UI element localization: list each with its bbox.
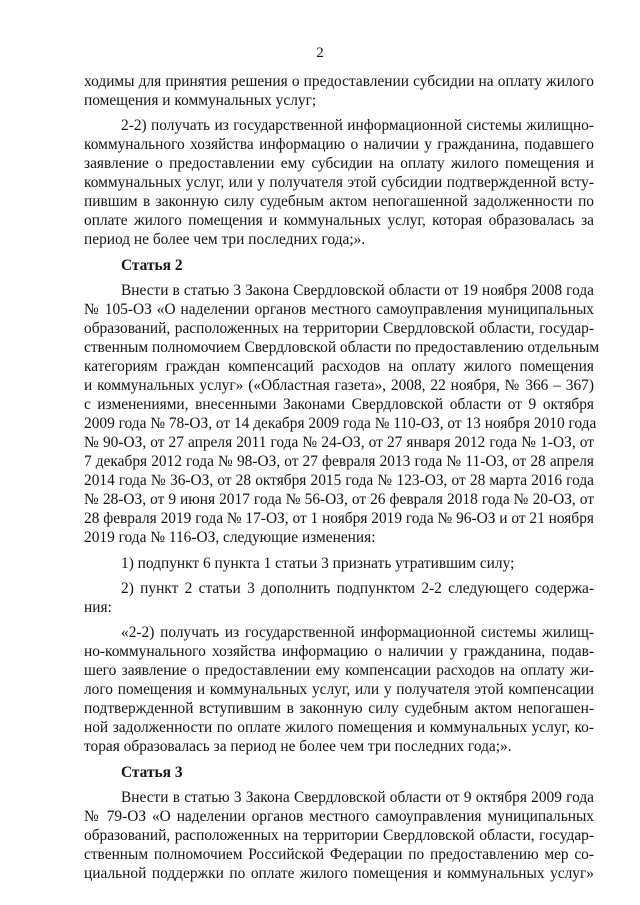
text-line: 1) подпункт 6 пункта 1 статьи 3 признать утратившим силу; <box>121 554 515 572</box>
text-line: шего заявление о предоставлении ему компенсации расходов на оплату жи- <box>84 662 594 680</box>
page-number: 2 <box>316 45 324 61</box>
text-line: лого помещения и коммунальных услуг, или у получателя этой компенсации <box>84 681 594 699</box>
text-line: коммунальных услуг, или у получателя этой субсидии подтвержденной всту- <box>84 174 594 192</box>
text-line: Внести в статью 3 Закона Свердловской области от 9 октября 2009 года <box>121 788 594 806</box>
text-line: с изменениями, внесенными Законами Свердловской области от 9 октября <box>84 396 594 414</box>
text-line: коммунального хозяйства информацию о наличии у гражданина, подавшего <box>84 136 594 154</box>
text-line: № 90-ОЗ, от 27 апреля 2011 года № 24-ОЗ, от 27 января 2012 года № 1-ОЗ, от <box>84 434 594 452</box>
text-line: 2019 года № 116-ОЗ, следующие изменения: <box>84 529 376 547</box>
text-line: образований, расположенных на территории Свердловской области, государ- <box>84 826 594 844</box>
text-line: 28 февраля 2019 года № 17-ОЗ, от 1 ноября 2019 года № 96-ОЗ и от 21 ноября <box>84 510 594 528</box>
text-line: категориям граждан компенсаций расходов на оплату жилого помещения <box>84 358 594 376</box>
text-line: ходимы для принятия решения о предоставлении субсидии на оплату жилого <box>84 73 594 91</box>
text-line: но-коммунального хозяйства информацию о наличии у гражданина, подав- <box>84 643 594 661</box>
article-heading: Статья 3 <box>121 763 183 781</box>
text-line: 2-2) получать из государственной информационной системы жилищно- <box>121 117 594 135</box>
text-line: ной задолженности по оплате жилого помещения и коммунальных услуг, ко- <box>84 719 594 737</box>
text-line: торая образовалась за период не более чем три последних года;». <box>84 738 512 756</box>
text-line: заявление о предоставлении ему субсидии на оплату жилого помещения и <box>84 155 594 173</box>
text-line: 2014 года № 36-ОЗ, от 28 октября 2015 года № 123-ОЗ, от 28 марта 2016 года <box>84 472 594 490</box>
text-line: циальной поддержки по оплате жилого помещения и коммунальных услуг» <box>84 864 594 882</box>
text-line: подтвержденной вступившим в законную силу судебным актом непогашен- <box>84 700 594 718</box>
text-line: образований, расположенных на территории Свердловской области, государ- <box>84 320 594 338</box>
text-line: пившим в законную силу судебным актом непогашенной задолженности по <box>84 193 594 211</box>
text-line: период не более чем три последних года;». <box>84 231 366 249</box>
text-line: 7 декабря 2012 года № 98-ОЗ, от 27 февраля 2013 года № 11-ОЗ, от 28 апреля <box>84 453 594 471</box>
text-line: ственным полномочием Свердловской области по предоставлению отдельным <box>84 339 600 357</box>
text-line: № 28-ОЗ, от 9 июня 2017 года № 56-ОЗ, от 26 февраля 2018 года № 20-ОЗ, от <box>84 491 594 509</box>
text-line: 2) пункт 2 статьи 3 дополнить подпунктом 2-2 следующего содержа- <box>121 579 594 597</box>
text-line: ственным полномочием Российской Федерации по предоставлению мер со- <box>84 845 594 863</box>
text-line: ния: <box>84 598 112 616</box>
article-heading: Статья 2 <box>121 256 183 274</box>
text-line: оплате жилого помещения и коммунальных услуг, которая образовалась за <box>84 212 594 230</box>
text-line: № 105-ОЗ «О наделении органов местного самоуправления муниципальных <box>84 301 594 319</box>
text-line: 2009 года № 78-ОЗ, от 14 декабря 2009 года № 110-ОЗ, от 13 ноября 2010 года <box>84 415 597 433</box>
text-line: и коммунальных услуг» («Областная газета», 2008, 22 ноября, № 366 – 367) <box>84 377 594 395</box>
text-line: «2-2) получать из государственной информационной системы жилищ- <box>121 624 594 642</box>
text-line: Внести в статью 3 Закона Свердловской области от 19 ноября 2008 года <box>121 282 594 300</box>
text-line: № 79-ОЗ «О наделении органов местного самоуправления муниципальных <box>84 807 594 825</box>
text-line: помещения и коммунальных услуг; <box>84 92 317 110</box>
